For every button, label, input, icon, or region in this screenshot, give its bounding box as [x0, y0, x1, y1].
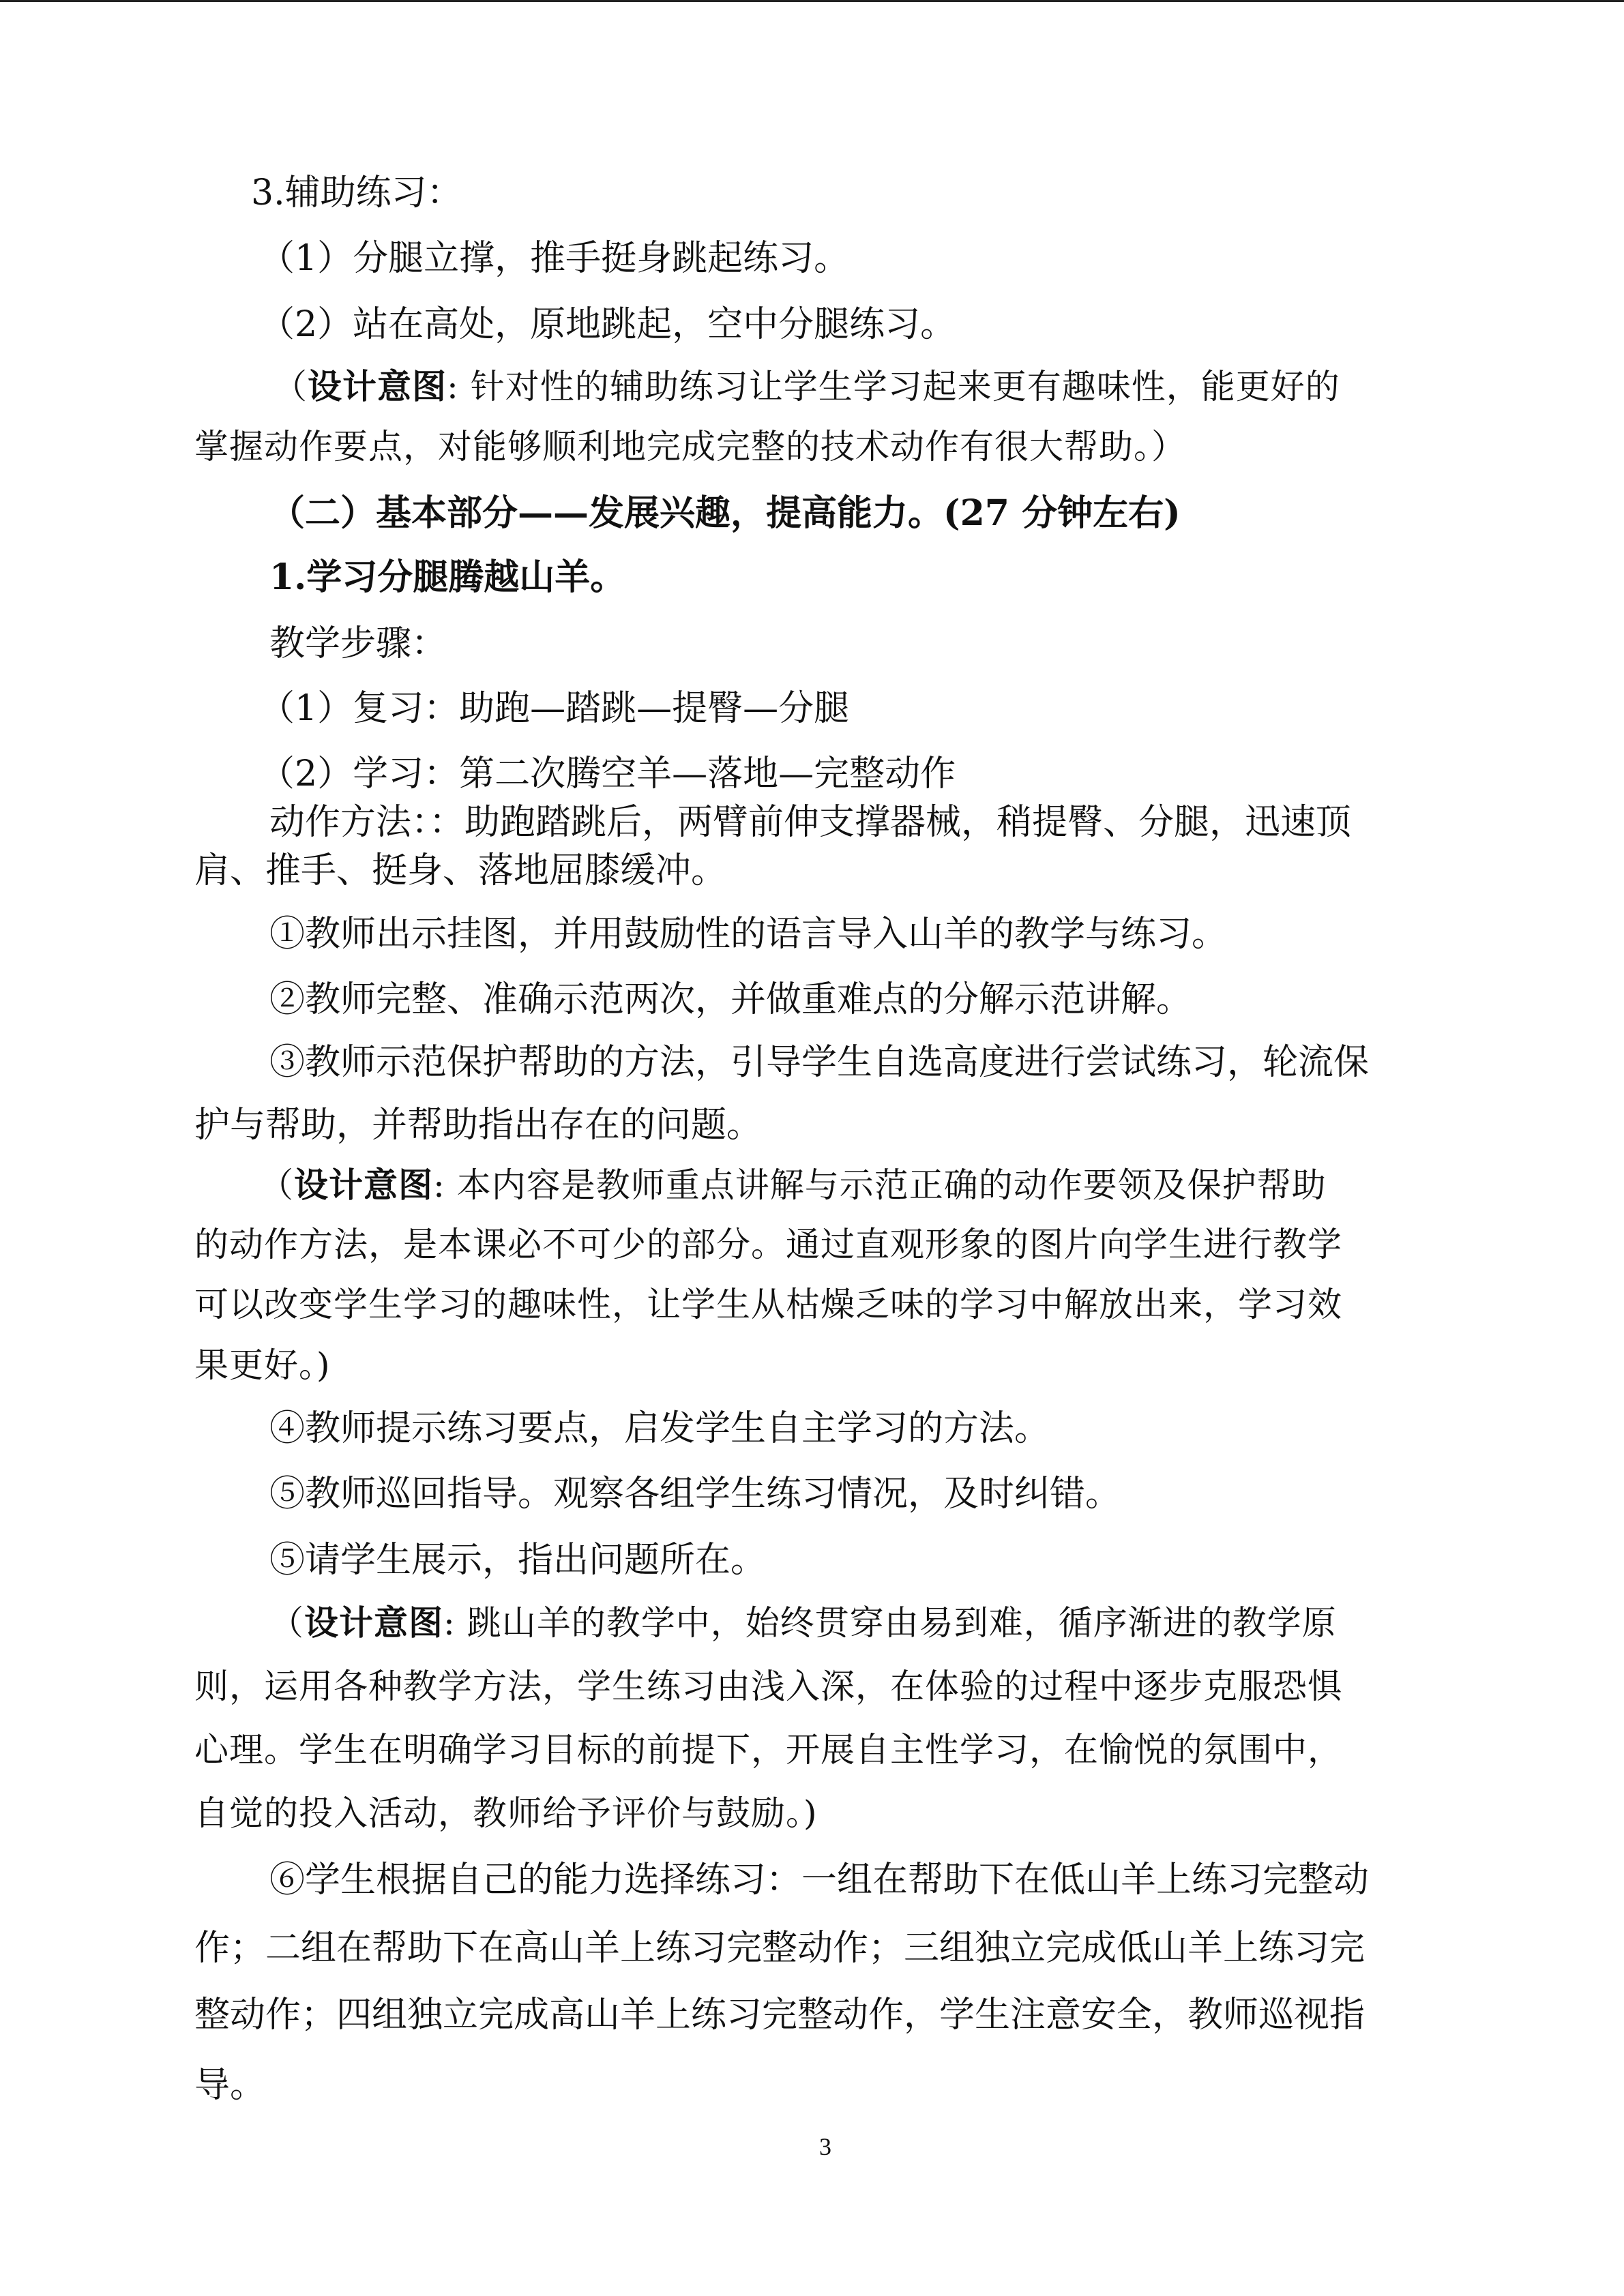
- text-line: 1.学习分腿腾越山羊。: [269, 556, 626, 598]
- text-line: 导。: [194, 2065, 266, 2106]
- text-line: （二）基本部分——发展兴趣，提高能力。(27 分钟左右): [269, 492, 1181, 534]
- text-line: 心理。学生在明确学习目标的前提下，开展自主性学习，在愉悦的氛围中，: [194, 1730, 1342, 1770]
- text-line: 作；二组在帮助下在高山羊上练习完整动作；三组独立完成低山羊上练习完: [194, 1928, 1365, 1969]
- text-line: 则，运用各种教学方法，学生练习由浅入深，在体验的过程中逐步克服恐惧: [194, 1667, 1342, 1706]
- text-line: 的动作方法，是本课必不可少的部分。通过直观形象的图片向学生进行教学: [194, 1225, 1342, 1264]
- text-line: 可以改变学生学习的趣味性，让学生从枯燥乏味的学习中解放出来，学习效: [194, 1285, 1342, 1324]
- design-intent-open-paren: （: [259, 1165, 294, 1205]
- text-line: 整动作；四组独立完成高山羊上练习完整动作，学生注意安全，教师巡视指: [194, 1995, 1365, 2036]
- text-line: 掌握动作要点，对能够顺利地完成完整的技术动作有很大帮助。）: [194, 427, 1186, 466]
- text-line: 肩、推手、挺身、落地屈膝缓冲。: [194, 850, 727, 891]
- design-intent-open-paren: （: [269, 1603, 304, 1643]
- line-text: : 跳山羊的教学中，始终贯穿由易到难，循序渐进的教学原: [443, 1603, 1337, 1643]
- text-line: （2）学习：第二次腾空羊—落地—完整动作: [259, 754, 956, 794]
- text-line: ④教师提示练习要点，启发学生自主学习的方法。: [269, 1408, 1050, 1449]
- design-intent-label: 设计意图: [304, 1602, 443, 1643]
- design-intent-open-paren: （: [273, 367, 308, 406]
- text-line: [259, 1161, 1327, 1209]
- text-line: 动作方法：：助跑踏跳后，两臂前伸支撑器械，稍提臀、分腿，迅速顶: [269, 802, 1352, 843]
- text-line: 果更好。): [194, 1345, 331, 1385]
- text-line: ⑥学生根据自己的能力选择练习：一组在帮助下在低山羊上练习完整动: [269, 1860, 1370, 1900]
- text-line: ②教师完整、准确示范两次，并做重难点的分解示范讲解。: [269, 979, 1192, 1020]
- design-intent-label: 设计意图: [294, 1165, 433, 1205]
- line-text: : 本内容是教师重点讲解与示范正确的动作要领及保护帮助: [433, 1165, 1327, 1205]
- text-line: 护与帮助，并帮助指出存在的问题。: [194, 1105, 763, 1146]
- text-line: （1）分腿立撑，推手挺身跳起练习。: [259, 238, 850, 279]
- text-line: ⑤教师巡回指导。观察各组学生练习情况，及时纠错。: [269, 1474, 1121, 1515]
- text-line: 自觉的投入活动，教师给予评价与鼓励。): [194, 1793, 818, 1833]
- design-intent-label: 设计意图: [308, 366, 447, 406]
- text-line: [269, 1599, 1337, 1647]
- text-line: 3.辅助练习：: [251, 173, 462, 213]
- line-text: : 针对性的辅助练习让学生学习起来更有趣味性，能更好的: [447, 367, 1340, 406]
- text-line: ⑤请学生展示，指出问题所在。: [269, 1540, 767, 1581]
- page-number: 3: [819, 2133, 831, 2160]
- text-line: [273, 363, 1340, 411]
- text-line: 教学步骤：: [269, 623, 447, 664]
- text-line: （2）站在高处，原地跳起，空中分腿练习。: [259, 304, 956, 345]
- text-line: ①教师出示挂图，并用鼓励性的语言导入山羊的教学与练习。: [269, 914, 1228, 955]
- text-line: （1）复习：助跑—踏跳—提臀—分腿: [259, 688, 850, 729]
- text-line: ③教师示范保护帮助的方法，引导学生自选高度进行尝试练习，轮流保: [269, 1042, 1370, 1083]
